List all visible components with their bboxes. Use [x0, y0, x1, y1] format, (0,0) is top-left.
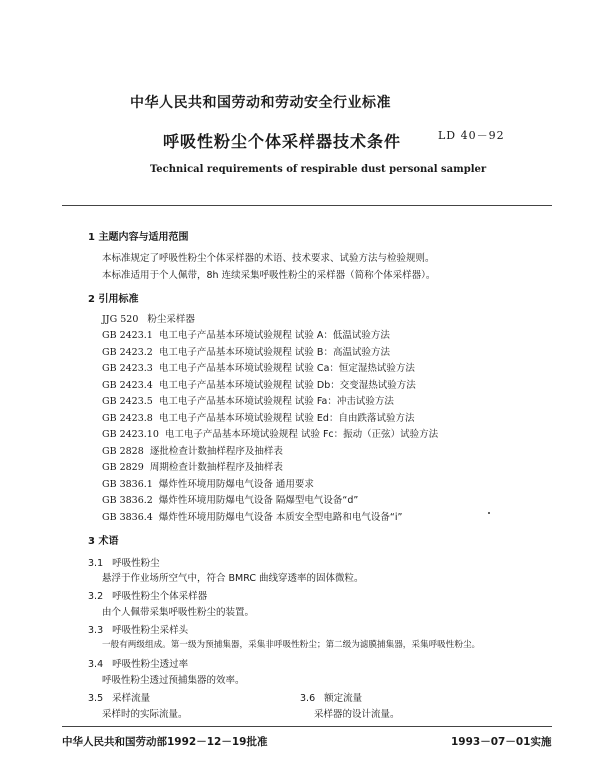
reference-code: GB 2423.2	[102, 347, 153, 358]
issuing-organization: 中华人民共和国劳动和劳动安全行业标准	[130, 95, 391, 111]
reference-item	[102, 426, 438, 440]
document-title: 呼吸性粉尘个体采样器技术条件	[163, 132, 402, 151]
reference-item	[102, 459, 283, 473]
reference-code: GB 2423.8	[102, 413, 153, 424]
bottom-divider	[62, 726, 552, 727]
term-name: 呼吸性粉尘采样头	[112, 625, 189, 636]
term-number: 3.4	[88, 659, 104, 670]
reference-item	[102, 327, 390, 341]
reference-code: GB 2423.5	[102, 396, 153, 407]
term-number: 3.1	[88, 558, 104, 569]
reference-item	[102, 393, 394, 407]
term-name: 额定流量	[324, 693, 363, 704]
term-heading	[88, 622, 188, 636]
reference-code: GB 2423.10	[102, 429, 159, 440]
term-name: 呼吸性粉尘透过率	[112, 659, 189, 670]
reference-title: 粉尘采样器	[147, 314, 195, 325]
reference-item	[102, 509, 402, 523]
reference-code: GB 2829	[102, 462, 144, 473]
reference-item	[102, 344, 390, 358]
reference-code: GB 2423.4	[102, 380, 153, 391]
reference-title: 电工电子产品基本环境试验规程 试验 A：低温试验方法	[158, 330, 390, 341]
section-1-line: 本标准适用于个人佩带，8h 连续采集呼吸性粉尘的采样器（简称个体采样器）。	[102, 270, 436, 281]
stray-mark	[488, 512, 490, 514]
reference-title: 逐批检查计数抽样程序及抽样表	[149, 446, 283, 457]
term-heading	[88, 656, 188, 670]
term-definition: 一般有两级组成。第一级为预捕集器，采集非呼吸性粉尘；第二级为滤膜捕集器，采集呼吸性粉尘。	[102, 640, 481, 650]
reference-code: JJG 520	[102, 314, 139, 325]
section-2-heading: 2 引用标准	[88, 294, 139, 305]
reference-item	[102, 311, 195, 325]
term-heading	[88, 588, 207, 602]
reference-item	[102, 492, 358, 506]
reference-title: 电工电子产品基本环境试验规程 试验 Fa：冲击试验方法	[158, 396, 394, 407]
term-name: 呼吸性粉尘	[112, 558, 160, 569]
term-definition: 采样器的设计流量。	[314, 709, 400, 720]
reference-item	[102, 443, 283, 457]
reference-title: 电工电子产品基本环境试验规程 试验 B：高温试验方法	[158, 347, 390, 358]
reference-code: GB 3836.4	[102, 512, 153, 523]
reference-item	[102, 476, 314, 490]
reference-title: 电工电子产品基本环境试验规程 试验 Fc：振动（正弦）试验方法	[164, 429, 439, 440]
term-name: 采样流量	[112, 693, 151, 704]
approval-date: 中华人民共和国劳动部1992－12－19批准	[62, 736, 268, 748]
reference-code: GB 3836.2	[102, 495, 153, 506]
term-definition: 由个人佩带采集呼吸性粉尘的装置。	[102, 607, 255, 618]
term-number: 3.5	[88, 693, 104, 704]
reference-title: 爆炸性环境用防爆电气设备 本质安全型电路和电气设备“i”	[158, 512, 403, 523]
effective-date: 1993－07－01实施	[451, 736, 552, 748]
reference-title: 爆炸性环境用防爆电气设备 隔爆型电气设备“d”	[158, 495, 359, 506]
section-3-heading: 3 术语	[88, 536, 119, 547]
reference-code: GB 2423.1	[102, 330, 153, 341]
term-definition: 呼吸性粉尘透过预捕集器的效率。	[102, 675, 245, 686]
term-heading	[88, 555, 160, 569]
term-heading	[88, 690, 150, 704]
reference-code: GB 2423.3	[102, 363, 153, 374]
term-definition: 采样时的实际流量。	[102, 709, 188, 720]
reference-item	[102, 410, 414, 424]
term-number: 3.6	[300, 693, 316, 704]
term-heading	[300, 690, 362, 704]
term-number: 3.3	[88, 625, 104, 636]
reference-title: 电工电子产品基本环境试验规程 试验 Ca：恒定湿热试验方法	[158, 363, 415, 374]
reference-item	[102, 360, 415, 374]
standard-code: LD 40－92	[438, 129, 505, 142]
section-1-heading: 1 主题内容与适用范围	[88, 232, 189, 243]
reference-code: GB 3836.1	[102, 479, 153, 490]
reference-code: GB 2828	[102, 446, 144, 457]
term-definition: 悬浮于作业场所空气中，符合 BMRC 曲线穿透率的固体微粒。	[102, 573, 364, 584]
term-name: 呼吸性粉尘个体采样器	[112, 591, 208, 602]
reference-item	[102, 377, 416, 391]
english-title: Technical requirements of respirable dust personal sampler	[150, 164, 487, 175]
reference-title: 电工电子产品基本环境试验规程 试验 Ed：自由跌落试验方法	[158, 413, 415, 424]
reference-title: 爆炸性环境用防爆电气设备 通用要求	[158, 479, 314, 490]
term-number: 3.2	[88, 591, 104, 602]
top-divider	[62, 205, 552, 206]
section-1-line: 本标准规定了呼吸性粉尘个体采样器的术语、技术要求、试验方法与检验规则。	[102, 253, 435, 264]
reference-title: 周期检查计数抽样程序及抽样表	[149, 462, 283, 473]
reference-title: 电工电子产品基本环境试验规程 试验 Db：交变湿热试验方法	[158, 380, 416, 391]
